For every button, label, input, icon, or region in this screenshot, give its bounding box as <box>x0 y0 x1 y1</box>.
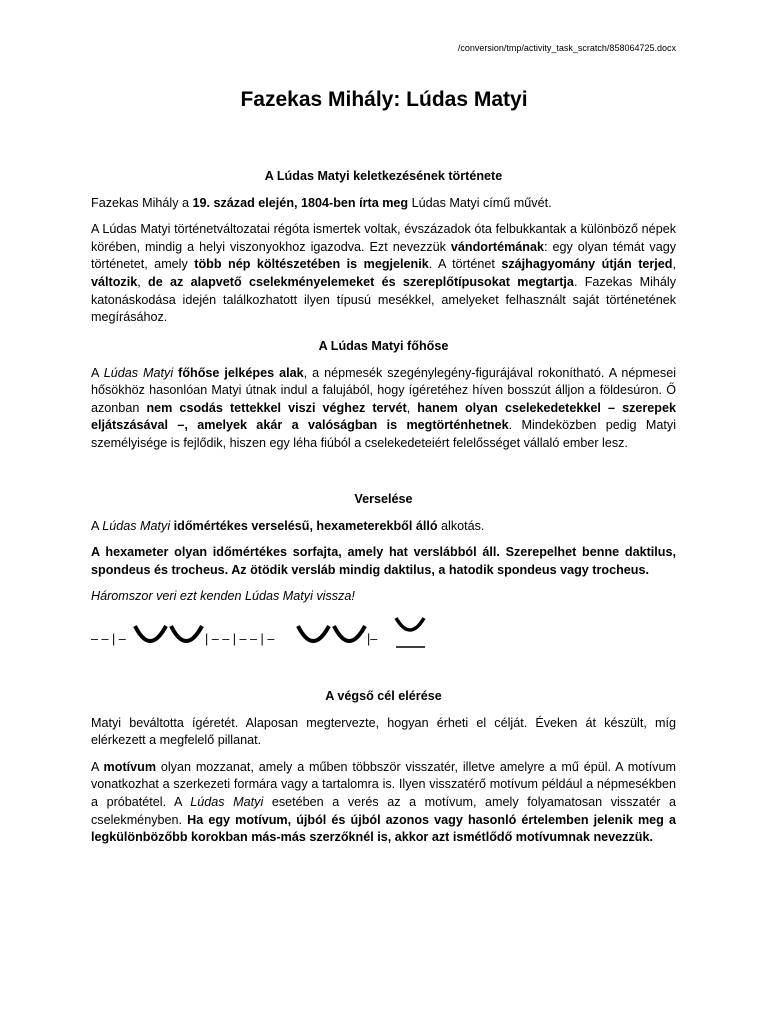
bold-run: vándortémának <box>450 239 544 254</box>
bold-run: szájhagyomány útján terjed <box>501 257 673 272</box>
italic-run: Lúdas Matyi <box>102 518 171 533</box>
section-origin <box>91 168 676 327</box>
bold-run: nem csodás tettekkel viszi véghez tervét <box>146 400 407 415</box>
bold-run: Ha egy motívum, újból és újból azonos vagy hasonló értelemben jelenik meg a legkülönbözőbb korokban más-más szerzőknél is, akkor azt ismétlődő motívumnak nevezzük. <box>91 812 676 845</box>
text-run: , <box>672 257 676 272</box>
section-heading-hero: A Lúdas Matyi főhőse <box>318 339 449 353</box>
bold-run: időmértékes verselésű, hexameterekből álló <box>173 518 438 533</box>
text-run: A <box>91 759 104 774</box>
file-path: /conversion/tmp/activity_task_scratch/858064725.docx <box>457 43 676 53</box>
text-run: , <box>137 274 148 289</box>
paragraph-hero-1 <box>91 365 676 453</box>
short-syllable-arc <box>334 626 365 641</box>
section-goal <box>91 688 676 847</box>
text-run: . A történet <box>428 257 502 272</box>
short-syllable-arc <box>298 626 329 641</box>
short-syllable-arc <box>171 626 202 641</box>
short-syllable-arc <box>135 626 166 641</box>
text-run: , <box>406 400 418 415</box>
paragraph-motif <box>91 759 676 847</box>
text-run: esetében a verés az a motívum, amely folyamatosan visszatér a cselekményben. <box>91 794 676 827</box>
section-heading-verse: Verselése <box>354 492 413 506</box>
text-run: olyan mozzanat, amely a műben többször visszatér, illetve amelyre a mű épül. A motívum vonatkozhat a szerkezeti formára vagy a tartalomra is. Ilyen visszatérő motívum például a népmesékben a próbatétel. A <box>91 759 676 809</box>
meter-marks-1: – – | – <box>91 632 126 646</box>
bold-run: de az alapvető cselekményelemeket és szereplőtípusokat megtartja <box>148 274 574 289</box>
italic-run: Lúdas Matyi <box>103 365 174 380</box>
bold-run: több nép költészetében is megjelenik <box>194 257 429 272</box>
example-verse-line: Háromszor veri ezt kenden Lúdas Matyi vissza! <box>91 589 355 604</box>
short-syllable-arc <box>396 618 424 630</box>
section-verse <box>91 491 676 606</box>
bold-run: hanem olyan cselekedetekkel – szerepek eljátszásával –, amelyek akár a valóságban is megtörténhetnek <box>91 400 677 433</box>
text-run: A <box>91 518 103 533</box>
text-run: Lúdas Matyi című művét. <box>408 195 552 210</box>
page-title: Fazekas Mihály: Lúdas Matyi <box>240 88 528 111</box>
text-run: : egy olyan témát vagy történetet, amely <box>91 239 676 272</box>
text-run: Fazekas Mihály a <box>91 195 193 210</box>
italic-run: Lúdas Matyi <box>190 794 264 809</box>
meter-scheme <box>91 612 451 652</box>
text-run: A <box>91 365 104 380</box>
meter-marks-3: |– <box>367 632 378 646</box>
section-hero <box>91 338 676 453</box>
text-run: , a népmesék szegénylegény-figurájával rokonítható. A népmesei hősökhöz hasonlóan Matyi útnak indul a falujából, hogy ígéretéhez híven bosszút álljon a földesúron. Ő azonban <box>91 365 677 415</box>
meter-marks-2: | – – | – – | – <box>205 632 275 646</box>
bold-run: főhőse jelképes alak <box>178 365 304 380</box>
text-run: . Fazekas Mihály katonáskodása idején találkozhatott ilyen típusú mesékkel, amelyeket felhasznált saját történetének megírásához. <box>91 274 677 325</box>
bold-run: 19. század elején, 1804-ben írta meg <box>192 195 409 210</box>
text-run: . Mindeközben pedig Matyi személyisége is fejlődik, hiszen egy léha fiúból a cselekedeteiért felelősséget vállaló ember lesz. <box>91 418 677 450</box>
paragraph-origin-1 <box>91 195 676 213</box>
bold-run: motívum <box>103 759 157 774</box>
text-run: alkotás. <box>437 518 485 533</box>
paragraph-hexameter-definition: A hexameter olyan időmértékes sorfajta, amely hat verslábból áll. Szerepelhet benne daktilus, spondeus és trocheus. Az ötödik versláb mindig daktilus, a hatodik spondeus vagy trocheus. <box>91 545 676 577</box>
text-run: A Lúdas Matyi történetváltozatai régóta ismertek voltak, évszázadok óta felbukkantak a különböző népek körében, mindig a helyi viszonyokhoz igazodva. Ezt nevezzük <box>91 222 676 254</box>
bold-run: változik <box>91 274 138 289</box>
section-heading-goal: A végső cél elérése <box>325 689 442 703</box>
section-heading-origin: A Lúdas Matyi keletkezésének története <box>264 169 503 183</box>
paragraph-goal-1: Matyi beváltotta ígéretét. Alaposan megtervezte, hogyan érheti el célját. Éveken át készült, míg elérkezett a megfelelő pillanat. <box>91 715 676 748</box>
paragraph-verse-1 <box>91 518 676 536</box>
paragraph-origin-2 <box>91 221 676 327</box>
